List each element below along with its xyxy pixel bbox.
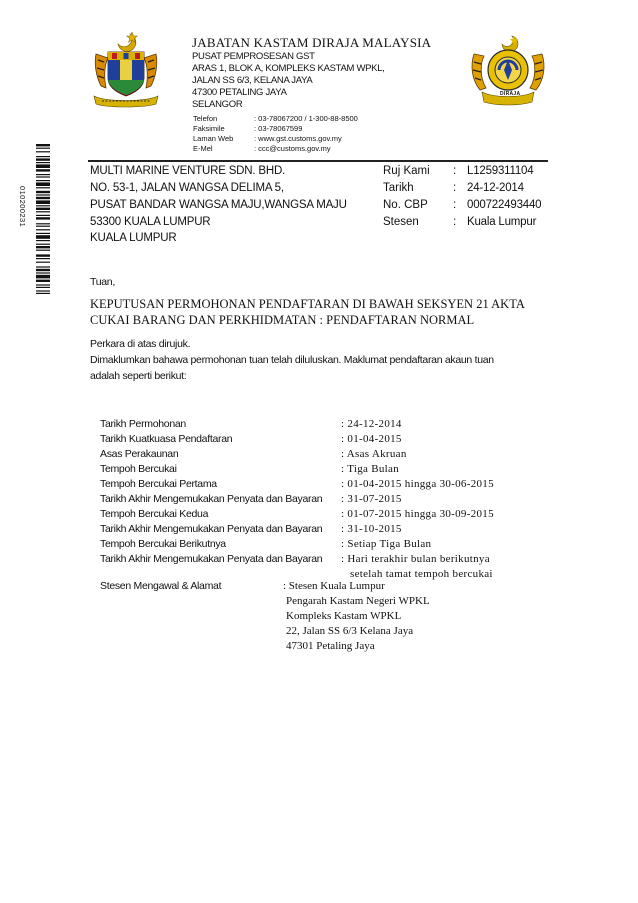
reference-value: 24-12-2014	[467, 182, 524, 194]
reference-label: No. CBP	[383, 199, 428, 211]
barcode	[36, 144, 50, 294]
barcode-bar	[36, 200, 50, 204]
reference-colon: :	[453, 199, 457, 211]
salutation: Tuan,	[90, 276, 115, 288]
station-line: Pengarah Kastam Negeri WPKL	[286, 595, 430, 607]
reference-colon: :	[453, 165, 457, 177]
barcode-bar	[36, 235, 50, 239]
barcode-bar	[36, 151, 50, 152]
detail-label: Tempoh Bercukai	[100, 463, 177, 475]
detail-value: : 01-07-2015 hingga 30-09-2015	[341, 508, 494, 520]
station-line: : Stesen Kuala Lumpur	[283, 580, 385, 592]
barcode-bar	[36, 284, 50, 285]
recipient-line: PUSAT BANDAR WANGSA MAJU,WANGSA MAJU	[90, 199, 347, 211]
body-line: Dimaklumkan bahawa permohonan tuan telah diluluskan. Maklumat pendaftaran akaun tuan	[90, 354, 494, 366]
detail-label: Tempoh Bercukai Kedua	[100, 508, 209, 520]
barcode-bar	[36, 180, 50, 181]
barcode-bar	[36, 187, 50, 188]
detail-value-continuation: setelah tamat tempoh bercukai	[350, 568, 493, 580]
detail-label: Tarikh Akhir Mengemukakan Penyata dan Bayaran	[100, 523, 323, 535]
reference-value: L1259311104	[467, 165, 534, 177]
reference-label: Ruj Kami	[383, 165, 430, 177]
detail-value: : Hari terakhir bulan berikutnya	[341, 553, 490, 565]
barcode-number: 010200231	[18, 186, 27, 228]
barcode-bar	[36, 262, 50, 263]
reference-label: Tarikh	[383, 182, 414, 194]
barcode-bar	[36, 217, 50, 219]
detail-value: : 31-07-2015	[341, 493, 402, 505]
barcode-bar	[36, 280, 50, 282]
contact-value: : ccc@customs.gov.my	[254, 144, 331, 153]
detail-value: : Asas Akruan	[341, 448, 407, 460]
detail-value: : Setiap Tiga Bulan	[341, 538, 432, 550]
barcode-bar	[36, 275, 50, 279]
barcode-bar	[36, 244, 50, 245]
header-address-line: JALAN SS 6/3, KELANA JAYA	[192, 75, 313, 86]
barcode-bar	[36, 272, 50, 273]
header-address-line: ARAS 1, BLOK A, KOMPLEKS KASTAM WPKL,	[192, 63, 385, 74]
barcode-bar	[36, 176, 50, 177]
subject-line: KEPUTUSAN PERMOHONAN PENDAFTARAN DI BAWAH SEKSYEN 21 AKTA	[90, 297, 525, 311]
detail-label: Tarikh Akhir Mengemukakan Penyata dan Bayaran	[100, 553, 323, 565]
contact-label: Laman Web	[193, 134, 234, 143]
barcode-bar	[36, 211, 50, 212]
detail-label: Tempoh Bercukai Pertama	[100, 478, 217, 490]
barcode-bar	[36, 164, 50, 168]
barcode-bar	[36, 182, 50, 186]
barcode-bar	[36, 148, 50, 149]
barcode-bar	[36, 293, 50, 294]
agency-name: JABATAN KASTAM DIRAJA MALAYSIA	[192, 35, 432, 50]
contact-label: Faksimile	[193, 124, 225, 133]
barcode-bar	[36, 223, 50, 224]
barcode-bar	[36, 287, 50, 288]
recipient-line: KUALA LUMPUR	[90, 232, 177, 244]
barcode-bar	[36, 162, 50, 163]
barcode-bar	[36, 144, 50, 146]
detail-label: Tarikh Kuatkuasa Pendaftaran	[100, 433, 233, 445]
barcode-bar	[36, 246, 50, 248]
recipient-line: MULTI MARINE VENTURE SDN. BHD.	[90, 165, 286, 177]
barcode-bar	[36, 215, 50, 216]
barcode-bar	[36, 233, 50, 234]
detail-value: : Tiga Bulan	[341, 463, 400, 475]
barcode-bar	[36, 258, 50, 259]
barcode-bar	[36, 266, 50, 267]
detail-value: : 01-04-2015 hingga 30-06-2015	[341, 478, 494, 490]
contact-value: : 03-78067200 / 1-300-88-8500	[254, 114, 358, 123]
barcode-bar	[36, 254, 50, 256]
barcode-bar	[36, 290, 50, 291]
barcode-bar	[36, 240, 50, 241]
detail-label: Tarikh Akhir Mengemukakan Penyata dan Bayaran	[100, 493, 323, 505]
station-line: Kompleks Kastam WPKL	[286, 610, 402, 622]
contact-value: : www.gst.customs.gov.my	[254, 134, 342, 143]
barcode-bar	[36, 169, 50, 171]
station-line: 22, Jalan SS 6/3 Kelana Jaya	[286, 625, 414, 637]
emblem-ribbon-text: DIRAJA	[500, 91, 521, 97]
barcode-bar	[36, 205, 50, 206]
barcode-bar	[36, 174, 50, 175]
barcode-bar	[36, 191, 50, 193]
header-divider	[88, 160, 548, 162]
station-label: Stesen Mengawal & Alamat	[100, 580, 222, 592]
detail-value: : 31-10-2015	[341, 523, 402, 535]
detail-value: : 24-12-2014	[341, 418, 402, 430]
contact-label: Telefon	[193, 114, 218, 123]
barcode-bar	[36, 269, 50, 271]
header-address-line: SELANGOR	[192, 99, 243, 110]
barcode-bar	[36, 158, 50, 160]
barcode-bar	[36, 250, 50, 251]
reference-label: Stesen	[383, 216, 419, 228]
detail-label: Tempoh Bercukai Berikutnya	[100, 538, 226, 550]
recipient-line: 53300 KUALA LUMPUR	[90, 216, 211, 228]
contact-value: : 03-78067599	[254, 124, 303, 133]
barcode-bar	[36, 156, 50, 157]
subject-line: CUKAI BARANG DAN PERKHIDMATAN : PENDAFTARAN NORMAL	[90, 313, 475, 327]
detail-value: : 01-04-2015	[341, 433, 402, 445]
body-line: adalah seperti berikut:	[90, 370, 187, 382]
recipient-line: NO. 53-1, JALAN WANGSA DELIMA 5,	[90, 182, 284, 194]
reference-colon: :	[453, 216, 457, 228]
barcode-bar	[36, 226, 50, 227]
barcode-bar	[36, 197, 50, 199]
detail-label: Asas Perakaunan	[100, 448, 179, 460]
reference-colon: :	[453, 182, 457, 194]
reference-value: 000722493440	[467, 199, 542, 211]
header-address-line: 47300 PETALING JAYA	[192, 87, 287, 98]
barcode-bar	[36, 229, 50, 230]
reference-value: Kuala Lumpur	[467, 216, 537, 228]
station-line: 47301 Petaling Jaya	[286, 640, 375, 652]
body-line: Perkara di atas dirujuk.	[90, 338, 191, 350]
detail-label: Tarikh Permohonan	[100, 418, 186, 430]
barcode-bar	[36, 208, 50, 210]
header-address-line: PUSAT PEMPROSESAN GST	[192, 51, 315, 62]
contact-label: E-Mel	[193, 144, 213, 153]
barcode-bar	[36, 194, 50, 195]
coat-of-arms-emblem	[92, 30, 160, 108]
